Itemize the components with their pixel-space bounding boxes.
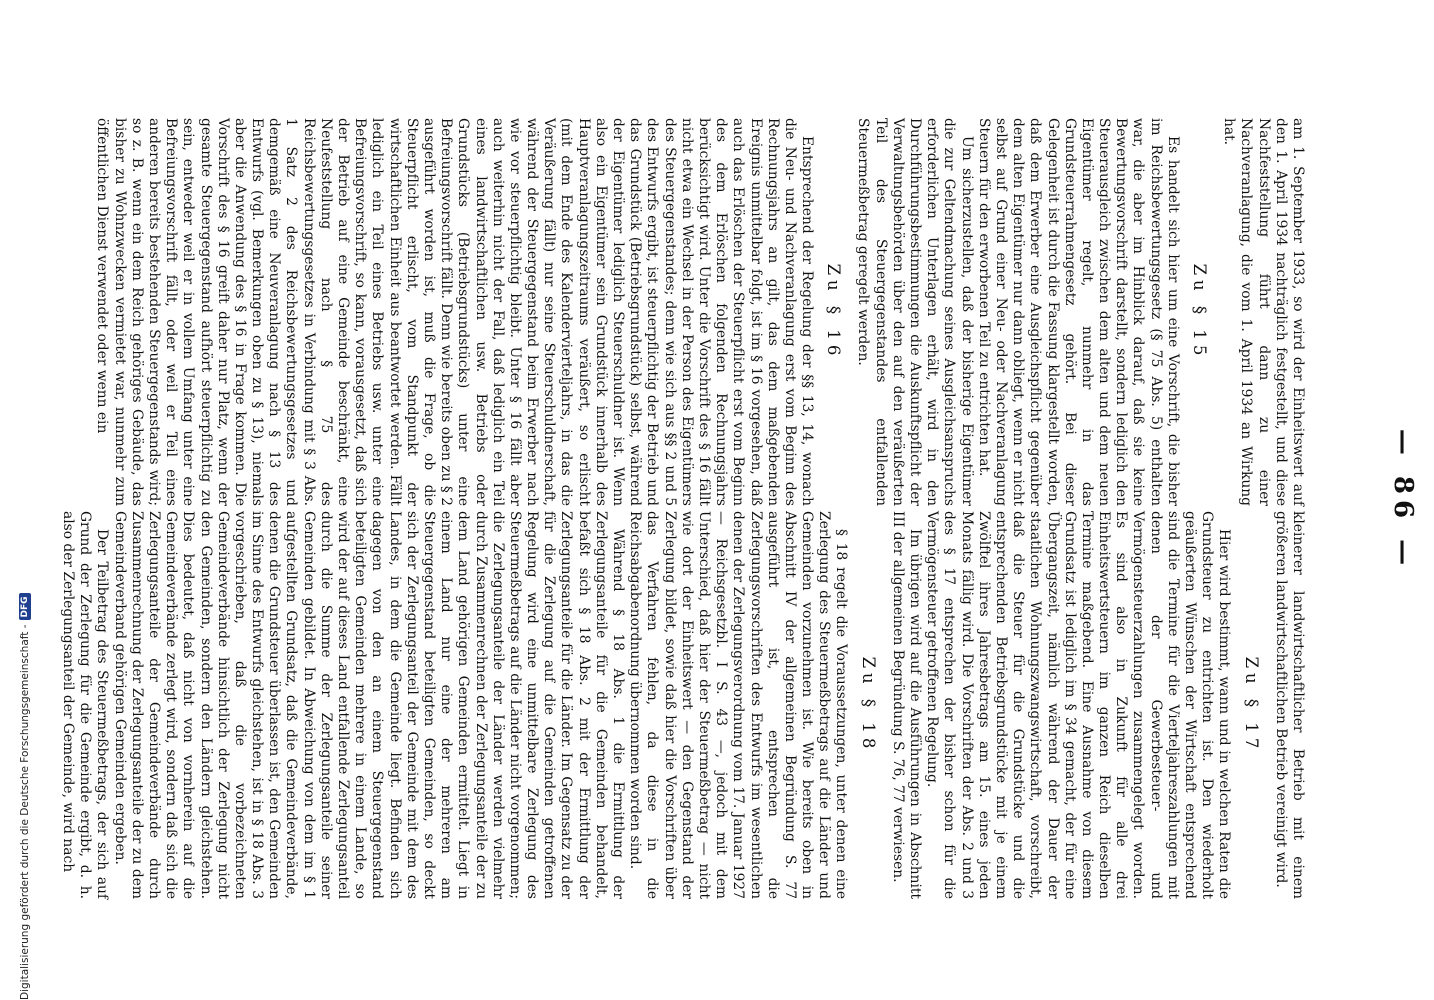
dfg-logo: DFG [19, 593, 31, 620]
paragraph: Um sicherzustellen, daß der bisherige Eigentümer die zur Geltendmachung seines Ausgleichsanspruchs erforderlichen Unterlagen erhält, wird in den Durchführungsbestimmungen die Auskunftspflicht der Verwaltungsbehörden über den auf den veräußerten Teil des Steuergegenstandes entfallenden Steuermeßbetrag geregelt werden. [855, 118, 975, 506]
section-heading: Zu § 18 [858, 656, 878, 754]
digitization-credit [14, 0, 36, 1000]
paragraph: Es handelt sich hier um eine Vorschrift, die bisher im Reichsbewertungsgesetz (§ 75 Abs. 5) enthalten war, die aber im Hinblick darauf, daß sie keine Bewertungsvorschrift darstellt, sondern lediglich den Steuerausgleich zwischen dem alten und dem neuen Eigentümer regelt, nunmehr in das Grundsteuerrahmengesetz gehört. Bei dieser Gelegenheit ist durch die Fassung klargestellt worden, daß dem Erwerber eine Ausgleichspflicht gegenüber dem alten Eigentümer nur dann obliegt, wenn er nicht selbst auf Grund einer Neu- oder Nachveranlagung Steuern für den erworbenen Teil zu entrichten hat. [975, 118, 1181, 506]
right-column [59, 511, 1306, 899]
paragraph: Entsprechend der Regelung der §§ 13, 14, wonach die Neu- und Nachveranlagung erst vom Beginn des Rechnungsjahrs an gilt, das dem maßgebenden Ereignis unmittelbar folgt, ist im § 16 vorgesehen, daß auch das Erlöschen der Steuerpflicht erst vom Beginn des dem Erlöschen folgenden Rechnungsjahrs berücksichtigt wird. Unter die Vorschrift des § 16 fällt nicht etwa ein Wechsel in der Person des Eigentümers des Steuergegenstandes; denn wie sich aus §§ 2 und 5 des Entwurfs ergibt, ist steuerpflichtig der Betrieb und das Grundstück (Betriebsgrundstück) selbst, während der Eigentümer lediglich Steuerschuldner ist. Wenn also ein Eigentümer sein Grundstück innerhalb des Hauptveranlagungszeitraums veräußert, so erlischt (mit dem Ende des Kalendervierteljahrs, in das die Veräußerung fällt) nur seine Steuerschuldnerschaft, während der Steuergegenstand beim Erwerber nach wie vor steuerpflichtig bleibt. Unter § 16 fällt aber auch weiterhin nicht der Fall, daß lediglich ein Teil eines landwirtschaftlichen usw. Betriebs oder Grundstücks (Betriebsgrundstücks) unter eine Befreiungsvorschrift fällt. Denn wie bereits oben zu § 2 ausgeführt worden ist, muß die Frage, ob die Steuerpflicht erlischt, vom Standpunkt der wirtschaftlichen Einheit aus beantwortet werden. Fällt lediglich ein Teil eines Betriebs usw. unter eine Befreiungsvorschrift, so kann, vorausgesetzt, daß sich der Betrieb auf eine Gemeinde beschränkt, eine Neufeststellung nach § 75 des Reichsbewertungsgesetzes in Verbindung mit § 3 Abs. 1 Satz 2 des Reichsbewertungsgesetzes und demgemäß eine Neuveranlagung nach § 13 des Entwurfs (vgl. Bemerkungen oben zu § 13), niemals aber die Anwendung des § 16 in Frage kommen. Die Vorschrift des § 16 greift daher nur Platz, wenn der gesamte Steuergegenstand aufhört steuerpflichtig zu sein, entweder weil er in vollem Umfang unter eine Befreiungsvorschrift fällt, oder weil er Teil eines anderen bereits bestehenden Steuergegenstands wird; so z. B. wenn ein dem Reich gehöriges Gebäude, das bisher zu Wohnzwecken vermietet war, nunmehr zum öffentlichen Dienst verwendet oder wenn ein [94, 118, 816, 506]
paragraph: kleinerer landwirtschaftlicher Betrieb mit einem größeren landwirtschaftlichen Betrieb vereinigt wird. [1272, 511, 1306, 899]
paragraph: Hier wird bestimmt, wann und in welchen Raten die Grundsteuer zu entrichten ist. Den wiederholt geäußerten Wünschen der Wirtschaft entsprechend sind die Termine für die Vierteljahreszahlungen mit denen der Gewerbesteuer- und Vermögensteuerzahlungen zusammengelegt worden. Es sind also in Zukunft für alle drei Einheitswertsteuern im ganzen Reich dieselben Termine maßgebend. Eine Ausnahme von diesem Grundsatz ist lediglich im § 34 gemacht, der für eine Übergangszeit, nämlich während der Dauer der staatlichen Wohnungszwangswirtschaft, vorschreibt, daß die Steuer für die Grundstücke und die entsprechenden Betriebsgrundstücke mit je einem Zwölftel ihres Jahresbetrags am 15. eines jeden Monats fällig wird. Die Vorschriften der Abs. 2 und 3 des § 17 entsprechen der bisher schon für die Vermögensteuer getroffenen Regelung. [924, 511, 1233, 899]
page-number: — 86 — [1388, 428, 1418, 572]
section-heading: Zu § 15 [1190, 263, 1210, 361]
section-heading: Zu § 17 [1241, 656, 1261, 754]
paragraph: § 18 regelt die Voraussetzungen, unter denen eine Zerlegung des Steuermeßbetrags auf die Länder und Gemeinden vorzunehmen ist. Wie bereits oben in Abschnitt IV der allgemeinen Begründung S. 77 ausgeführt ist, entsprechen die Zerlegungsvorschriften des Entwurfs im wesentlichen denen der Zerlegungsverordnung vom 17. Januar 1927 — Reichsgesetzbl. I S. 43 —, jedoch mit dem Unterschied, daß hier der Steuermeßbetrag — nicht wie dort der Einheitswert — den Gegenstand der Zerlegung bildet, sowie daß hier die Vorschriften über das Verfahren fehlen, da diese in die Reichsabgabenordnung übernommen worden sind. [627, 511, 850, 899]
paragraph: Während § 18 Abs. 1 die Ermittlung der Zerlegungsanteile für die Gemeinden behandelt, befaßt sich § 18 Abs. 2 mit der Ermittlung der Zerlegungsanteile für die Länder. Im Gegensatz zu der für die Zerlegung auf die Gemeinden getroffenen Regelung wird eine unmittelbare Zerlegung des Steuermeßbetrags auf die Länder nicht vorgenommen; die Zerlegungsanteile der Länder werden vielmehr durch Zusammenrechnen der Zerlegungsanteile der zu dem Land gehörigen Gemeinden ermittelt. Liegt in einem Land nur eine der mehreren am Steuergegenstand beteiligten Gemeinden, so deckt sich der Zerlegungsanteil der Gemeinde mit dem des Landes, in dem die Gemeinde liegt. Befinden sich dagegen von den an einem Steuergegenstand beteiligten Gemeinden mehrere in einem Lande, so wird der auf dieses Land entfallende Zerlegungsanteil durch die Summe der Zerlegungsanteile seiner Gemeinden gebildet. In Abweichung von dem im § 1 aufgestellten Grundsatz, daß die Gemeindeverbände, denen die Grundsteuer überlassen ist, den Gemeinden im Sinne des Entwurfs gleichstehen, ist in § 18 Abs. 3 vorgeschrieben, daß die vorbezeichneten Gemeindeverbände hinsichtlich der Zerlegung nicht den Gemeinden, sondern den Ländern gleichstehen. Dies bedeutet, daß nicht von vornherein auf die Gemeindeverbände zerlegt wird, sondern daß sich die Zerlegungsanteile der Gemeindeverbände durch Zusammenrechnung der Zerlegungsanteile der zu dem Gemeindeverband gehörigen Gemeinden ergeben. [111, 511, 627, 899]
left-column [93, 118, 1306, 506]
credit-text: Digitalisierung gefördert durch die Deutsche Forschungsgemeinschaft - [19, 624, 31, 1000]
paragraph: Im übrigen wird auf die Ausführungen in Abschnitt III der allgemeinen Begründung S. 76, 77 verwiesen. [889, 511, 924, 899]
paragraph: Der Teilbetrag des Steuermeßbetrags, der sich auf Grund der Zerlegung für die Gemeinde ergibt, d. h. also der Zerlegungsanteil der Gemeinde, wird nach [60, 511, 111, 899]
section-heading: Zu § 16 [824, 263, 844, 361]
paragraph: am 1. September 1933, so wird der Einheitswert auf den 1. April 1934 nachträglich festgestellt, und diese Nachfeststellung führt dann zu einer Nachveranlagung, die vom 1. April 1934 an Wirkung hat. [1221, 118, 1306, 506]
